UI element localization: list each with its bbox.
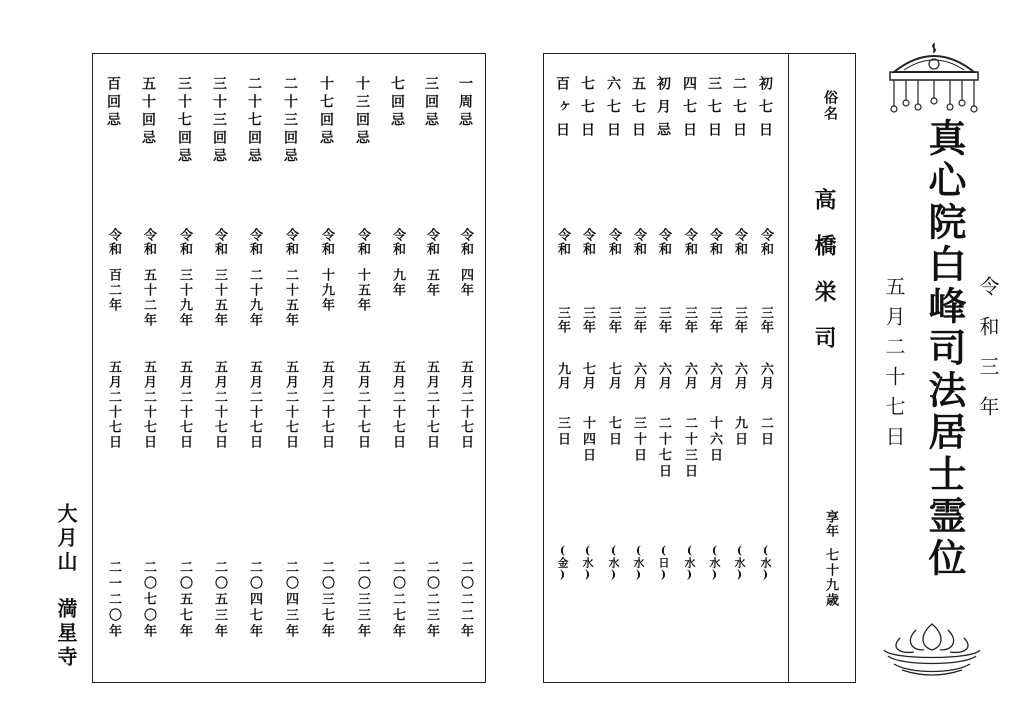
memorial-name: 初七日 xyxy=(757,76,773,145)
memorial-month: 六月 xyxy=(631,362,646,390)
memorial-era: 令和 xyxy=(656,228,671,256)
memorial-month: 六月 xyxy=(707,362,722,390)
memorial-day: 十六日 xyxy=(707,416,722,464)
memorial-name: 初月忌 xyxy=(655,76,671,145)
memorial-era: 令和 xyxy=(707,228,722,256)
memorial-weekday: (水) xyxy=(581,544,594,581)
deceased-name: 高橋栄司 xyxy=(811,188,837,372)
death-date: 五月二十七日 xyxy=(882,276,906,456)
panel-divider xyxy=(788,53,789,683)
anniversary-name: 三回忌 xyxy=(423,76,439,130)
anniversary-ad-year: 二〇二三年 xyxy=(424,560,439,640)
anniversary-ad-year: 二〇五七年 xyxy=(177,560,192,640)
anniversary-date: 五月二十七日 xyxy=(141,360,156,450)
memorial-year: 三年 xyxy=(732,306,747,334)
anniversary-year: 二十五年 xyxy=(283,268,298,328)
memorial-day: 七日 xyxy=(606,416,621,448)
memorial-month: 六月 xyxy=(758,362,773,390)
anniversary-year: 十九年 xyxy=(319,268,334,313)
anniversary-name: 百回忌 xyxy=(105,76,121,130)
memorial-era: 令和 xyxy=(682,228,697,256)
memorial-era: 令和 xyxy=(555,228,570,256)
anniversary-ad-year: 二一二〇年 xyxy=(106,560,121,640)
anniversary-name: 五十回忌 xyxy=(140,76,156,148)
anniversary-ad-year: 二〇四七年 xyxy=(247,560,262,640)
anniversary-year: 五年 xyxy=(424,268,439,298)
anniversary-year: 二十九年 xyxy=(247,268,262,328)
anniversary-era: 令和 xyxy=(141,228,156,256)
zokumyo-label: 俗名 xyxy=(822,90,838,122)
memorial-day: 三十日 xyxy=(631,416,646,464)
memorial-weekday: (水) xyxy=(683,544,696,581)
anniversary-name: 一周忌 xyxy=(457,76,473,130)
anniversary-name: 十七回忌 xyxy=(318,76,334,148)
anniversary-ad-year: 二〇三七年 xyxy=(319,560,334,640)
anniversary-era: 令和 xyxy=(177,228,192,256)
memorial-weekday: (水) xyxy=(708,544,721,581)
canopy-ornament-icon xyxy=(884,40,984,116)
anniversary-era: 令和 xyxy=(247,228,262,256)
memorial-era: 令和 xyxy=(606,228,621,256)
memorial-weekday: (水) xyxy=(632,544,645,581)
memorial-year: 三年 xyxy=(631,306,646,334)
anniversary-era: 令和 xyxy=(212,228,227,256)
anniversary-date: 五月二十七日 xyxy=(212,360,227,450)
anniversary-era: 令和 xyxy=(458,228,473,256)
anniversary-date: 五月二十七日 xyxy=(247,360,262,450)
anniversary-era: 令和 xyxy=(424,228,439,256)
anniversary-year: 百二年 xyxy=(106,268,121,313)
anniversary-year: 三十九年 xyxy=(177,268,192,328)
anniversary-ad-year: 二〇二二年 xyxy=(458,560,473,640)
memorial-weekday: (水) xyxy=(759,544,772,581)
memorial-day: 二十七日 xyxy=(656,416,671,480)
memorial-month: 六月 xyxy=(656,362,671,390)
memorial-weekday: (水) xyxy=(733,544,746,581)
temple-mountain: 大月山 xyxy=(54,503,78,575)
anniversary-year: 三十五年 xyxy=(212,268,227,328)
anniversary-ad-year: 二〇二七年 xyxy=(390,560,405,640)
memorial-name: 百ヶ日 xyxy=(554,76,570,145)
memorial-era: 令和 xyxy=(732,228,747,256)
memorial-month: 六月 xyxy=(732,362,747,390)
memorial-day: 三日 xyxy=(555,416,570,448)
anniversary-name: 二十七回忌 xyxy=(246,76,262,166)
anniversary-name: 十三回忌 xyxy=(354,76,370,148)
posthumous-name-title: 真心院白峰司法居士霊位 xyxy=(922,118,967,580)
memorial-year: 三年 xyxy=(606,306,621,334)
anniversary-era: 令和 xyxy=(283,228,298,256)
anniversary-era: 令和 xyxy=(390,228,405,256)
anniversary-date: 五月二十七日 xyxy=(390,360,405,450)
anniversary-era: 令和 xyxy=(355,228,370,256)
anniversary-name: 二十三回忌 xyxy=(282,76,298,166)
memorial-name: 五七日 xyxy=(630,76,646,145)
anniversary-era: 令和 xyxy=(319,228,334,256)
memorial-day: 二十三日 xyxy=(682,416,697,480)
anniversary-name: 三十七回忌 xyxy=(176,76,192,166)
memorial-year: 三年 xyxy=(682,306,697,334)
temple-name: 満星寺 xyxy=(54,598,78,670)
lotus-pedestal-icon xyxy=(880,620,984,680)
era-year: 令和三年 xyxy=(976,276,1000,436)
anniversary-date: 五月二十七日 xyxy=(319,360,334,450)
anniversary-date: 五月二十七日 xyxy=(177,360,192,450)
anniversary-year: 十五年 xyxy=(355,268,370,313)
anniversary-name: 三十三回忌 xyxy=(211,76,227,166)
anniversary-ad-year: 二〇七〇年 xyxy=(141,560,156,640)
anniversary-year: 五十二年 xyxy=(141,268,156,328)
memorial-weekday: (水) xyxy=(607,544,620,581)
anniversary-name: 七回忌 xyxy=(389,76,405,130)
memorial-year: 三年 xyxy=(656,306,671,334)
anniversary-ad-year: 二〇四三年 xyxy=(283,560,298,640)
memorial-day: 十四日 xyxy=(580,416,595,464)
memorial-year: 三年 xyxy=(758,306,773,334)
memorial-name: 六七日 xyxy=(605,76,621,145)
memorial-month: 九月 xyxy=(555,362,570,390)
memorial-name: 二七日 xyxy=(731,76,747,145)
age-value: 七十九歳 xyxy=(823,548,838,608)
anniversary-date: 五月二十七日 xyxy=(106,360,121,450)
memorial-era: 令和 xyxy=(631,228,646,256)
age-label: 享年 xyxy=(823,510,838,538)
memorial-year: 三年 xyxy=(555,306,570,334)
memorial-day: 二日 xyxy=(758,416,773,448)
memorial-weekday: (金) xyxy=(556,544,569,581)
memorial-month: 七月 xyxy=(580,362,595,390)
anniversary-year: 四年 xyxy=(458,268,473,298)
memorial-day: 九日 xyxy=(732,416,747,448)
memorial-year: 三年 xyxy=(580,306,595,334)
memorial-year: 三年 xyxy=(707,306,722,334)
memorial-name: 四七日 xyxy=(681,76,697,145)
anniversary-date: 五月二十七日 xyxy=(458,360,473,450)
memorial-era: 令和 xyxy=(758,228,773,256)
memorial-name: 七七日 xyxy=(579,76,595,145)
anniversary-ad-year: 二〇三三年 xyxy=(355,560,370,640)
memorial-month: 六月 xyxy=(682,362,697,390)
anniversary-year: 九年 xyxy=(390,268,405,298)
anniversary-era: 令和 xyxy=(106,228,121,256)
memorial-name: 三七日 xyxy=(706,76,722,145)
anniversary-date: 五月二十七日 xyxy=(283,360,298,450)
memorial-month: 七月 xyxy=(606,362,621,390)
anniversary-date: 五月二十七日 xyxy=(355,360,370,450)
memorial-weekday: (日) xyxy=(657,544,670,581)
memorial-era: 令和 xyxy=(580,228,595,256)
anniversary-date: 五月二十七日 xyxy=(424,360,439,450)
anniversary-ad-year: 二〇五三年 xyxy=(212,560,227,640)
